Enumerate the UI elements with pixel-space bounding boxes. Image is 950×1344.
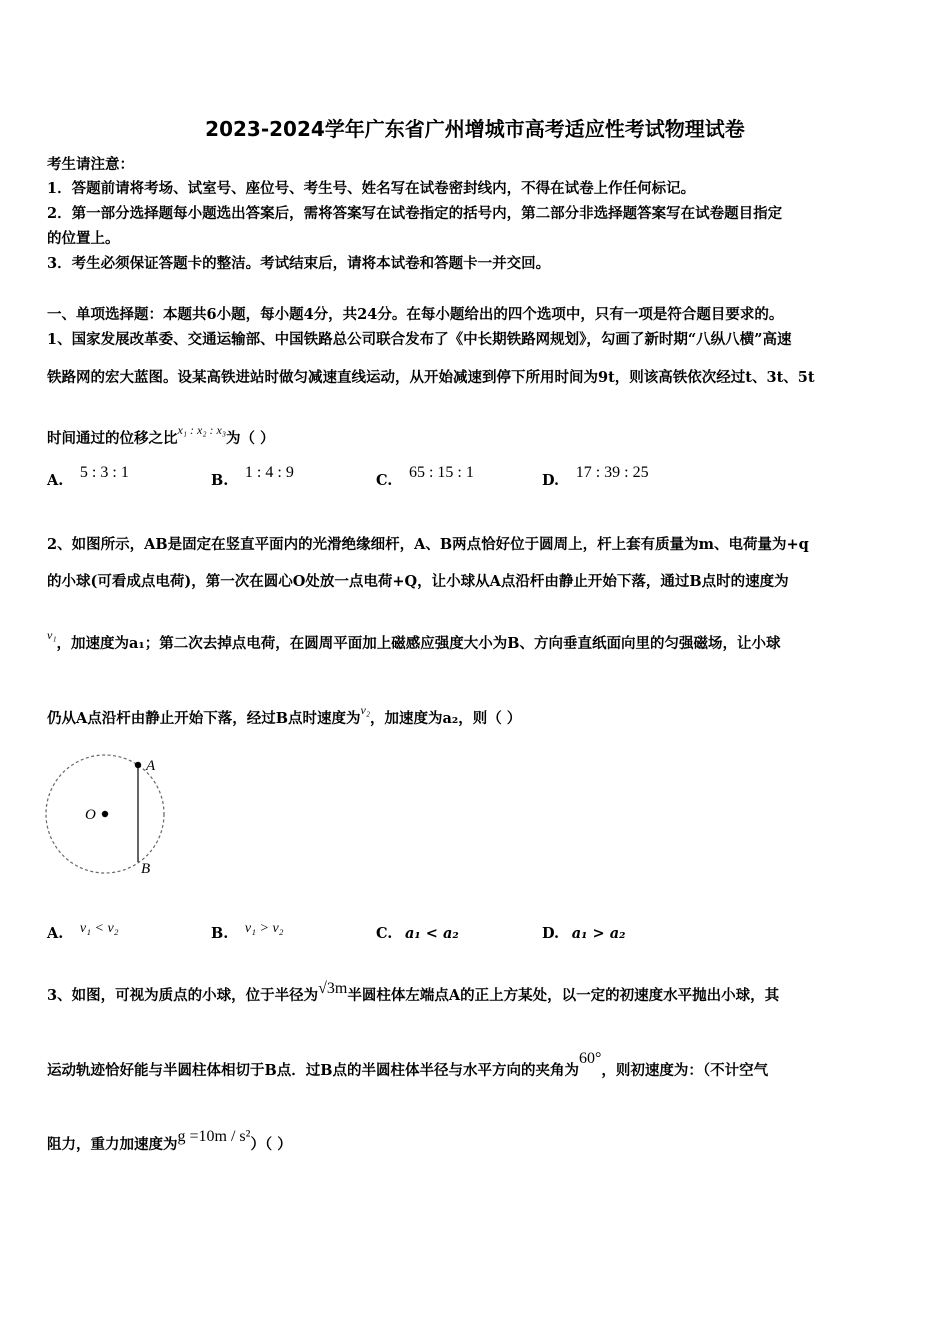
option-label: D. <box>542 472 560 489</box>
question-3-math: √3m <box>318 980 348 997</box>
option-value: v₁ < v₂ <box>79 921 119 936</box>
question-2-text: ，加速度为a₂，则（ ） <box>370 710 522 727</box>
point-o <box>102 811 108 817</box>
question-3-text: ，则初速度为：（不计空气 <box>601 1062 769 1079</box>
question-3-text: 运动轨迹恰好能与半圆柱体相切于B点．过B点的半圆柱体半径与水平方向的夹角为 <box>47 1062 580 1079</box>
option-value: v₁ > v₂ <box>244 921 284 936</box>
question-1-line <box>47 423 275 448</box>
option-label: D. <box>542 925 560 942</box>
option-value: 65 : 15 : 1 <box>408 464 474 481</box>
question-3-line <box>47 1128 292 1154</box>
question-2-line: 2、如图所示，AB是固定在竖直平面内的光滑绝缘细杆，A、B两点恰好位于圆周上，杆上套有质量为m、电荷量为+q <box>47 536 809 553</box>
question-2-option[interactable] <box>376 925 459 942</box>
question-2-text: 仍从A点沿杆由静止开始下落，经过B点时速度为 <box>47 710 361 727</box>
notice-item: 1．答题前请将考场、试室号、座位号、考生号、姓名写在试卷密封线内，不得在试卷上作任何标记。 <box>47 180 696 197</box>
label-b: B <box>141 861 151 877</box>
question-3-line <box>47 980 780 1005</box>
question-3-line <box>47 1050 769 1080</box>
option-value: 1 : 4 : 9 <box>244 464 294 481</box>
question-1-option[interactable] <box>542 464 649 490</box>
question-2-math: v₂ <box>360 703 371 717</box>
option-label: A. <box>47 472 64 489</box>
question-3-text: 阻力，重力加速度为 <box>47 1136 178 1153</box>
option-label: A. <box>47 925 64 942</box>
option-value: 17 : 39 : 25 <box>575 464 649 481</box>
question-2-line <box>47 628 781 653</box>
option-label: C. <box>376 472 393 489</box>
notice-heading: 考生请注意： <box>47 156 134 173</box>
question-1-text: 为（ ） <box>226 430 275 447</box>
question-2-option[interactable] <box>47 921 119 943</box>
question-1-text: 时间通过的位移之比 <box>47 430 178 447</box>
question-3-text: 3、如图，可视为质点的小球，位于半径为 <box>47 987 319 1004</box>
question-2-option[interactable] <box>542 925 625 942</box>
question-1-option[interactable] <box>211 464 294 490</box>
question-2-text: ，加速度为a₁；第二次去掉点电荷，在圆周平面加上磁感应强度大小为B、方向垂直纸面向里的匀强磁场，让小球 <box>56 635 781 652</box>
label-o: O <box>85 807 96 823</box>
notice-item: 的位置上。 <box>47 230 120 247</box>
label-a: A <box>146 758 156 774</box>
question-3-text: 半圆柱体左端点A的正上方某处，以一定的初速度水平抛出小球，其 <box>347 987 780 1004</box>
question-3-math: g =10m / s² <box>177 1128 251 1145</box>
section-heading: 一、单项选择题：本题共6小题，每小题4分，共24分。在每小题给出的四个选项中，只有一项是符合题目要求的。 <box>47 306 784 323</box>
question-1-option[interactable] <box>376 464 474 490</box>
question-2-line: 的小球(可看成点电荷)，第一次在圆心O处放一点电荷+Q，让小球从A点沿杆由静止开始下落，通过B点时的速度为 <box>47 573 789 590</box>
option-label: C. <box>376 925 393 942</box>
question-1-line: 1、国家发展改革委、交通运输部、中国铁路总公司联合发布了《中长期铁路网规划》，勾画了新时期“八纵八横”高速 <box>47 331 792 348</box>
option-value: a₁ > a₂ <box>571 925 626 942</box>
question-3-math: 60° <box>579 1050 602 1067</box>
question-2-figure <box>40 752 180 882</box>
notice-item: 2．第一部分选择题每小题选出答案后，需将答案写在试卷指定的括号内，第二部分非选择题答案写在试卷题目指定 <box>47 205 783 222</box>
option-label: B. <box>211 472 229 489</box>
question-1-option[interactable] <box>47 464 129 490</box>
question-2-option[interactable] <box>211 921 284 943</box>
notice-item: 3．考生必须保证答题卡的整洁。考试结束后，请将本试卷和答题卡一并交回。 <box>47 255 551 272</box>
page-title: 2023-2024学年广东省广州增城市高考适应性考试物理试卷 <box>205 117 745 141</box>
question-1-math: x₁ : x₂ : x₃ <box>177 423 226 437</box>
option-label: B. <box>211 925 229 942</box>
question-2-line <box>47 703 522 728</box>
option-value: 5 : 3 : 1 <box>79 464 129 481</box>
point-a <box>135 762 141 768</box>
question-2-math: v₁ <box>47 628 57 642</box>
option-value: a₁ < a₂ <box>404 925 459 942</box>
question-1-line: 铁路网的宏大蓝图。设某高铁进站时做匀减速直线运动，从开始减速到停下所用时间为9t，则该高铁依次经过t、3t、5t <box>47 369 815 386</box>
question-3-text: ）（ ） <box>250 1136 292 1153</box>
